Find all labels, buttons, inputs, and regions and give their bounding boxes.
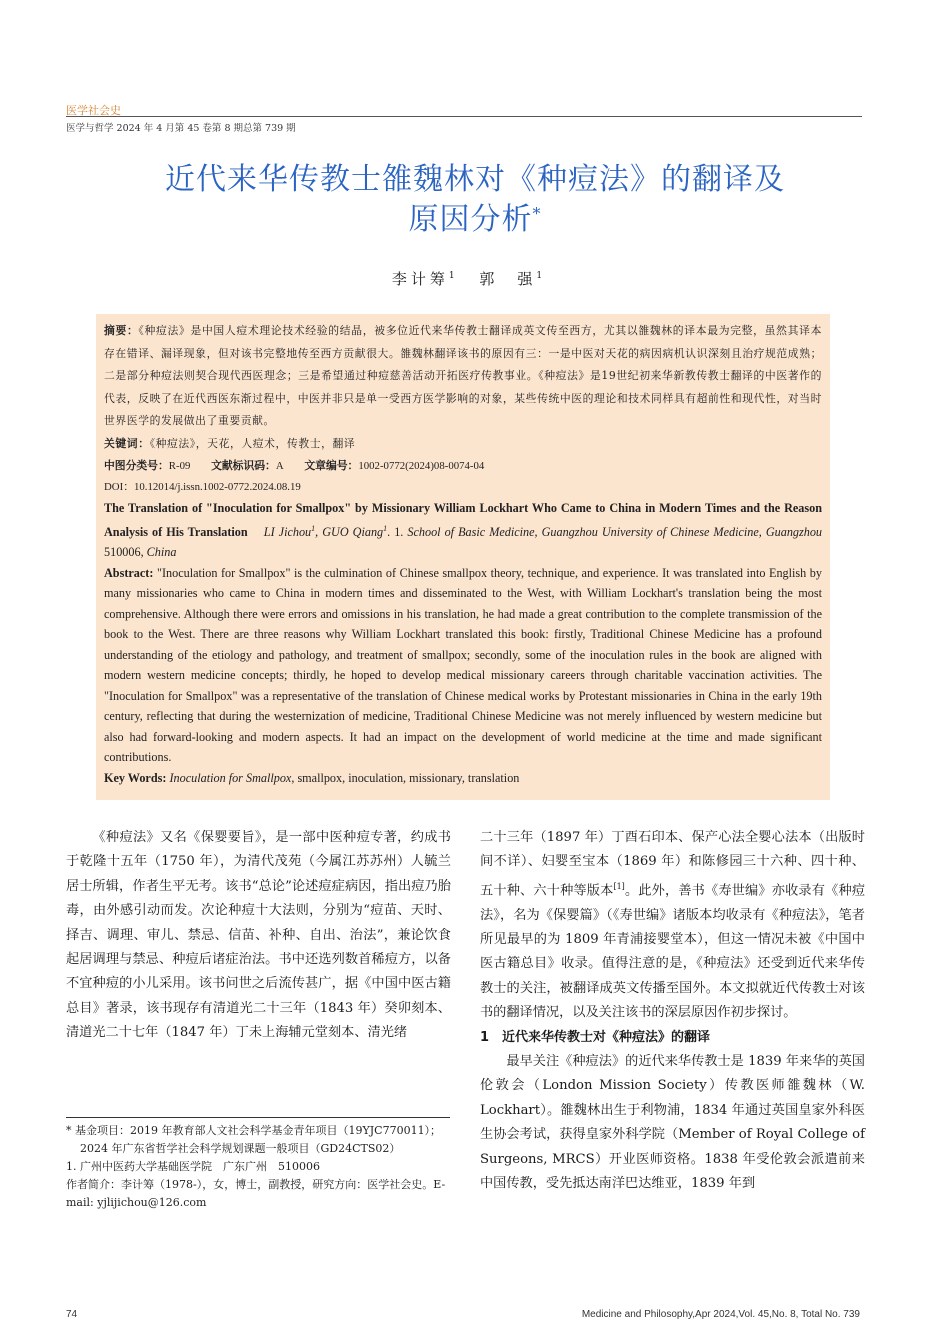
author-affiliation-mark: 1 bbox=[448, 271, 455, 281]
keywords-en-label: Key Words: bbox=[104, 770, 167, 785]
footnote-affiliation: 1. 广州中医药大学基础医学院 广东广州 510006 bbox=[66, 1160, 320, 1173]
body-paragraph bbox=[480, 826, 865, 1026]
footer-citation: Medicine and Philosophy,Apr 2024,Vol. 45,No. 8, Total No. 739 bbox=[581, 1309, 860, 1320]
footnotes bbox=[66, 1122, 450, 1212]
body-left-column bbox=[66, 826, 451, 1046]
body-paragraph: 最早关注《种痘法》的近代来华传教士是 1839 年来华的英国伦敦会（London Mission Society）传教医师雒魏林（W. Lockhart）。雒魏林出生于利物浦，1834 年通过英国皇家外科医生协会考试，获得皇家外科学院（Member of Royal College of Surgeons, MRCS）开业医师资格。1838 年受伦敦会派遣前来中国传教，受先抵达南洋巴达维亚，1839 年到 bbox=[480, 1054, 865, 1192]
doc-code-item bbox=[211, 460, 284, 472]
author-name: 郭 强 bbox=[479, 270, 537, 288]
title-line-2-text: 原因分析 bbox=[408, 202, 533, 237]
abstract-cn-text: 《种痘法》是中国人痘术理论技术经验的结晶，被多位近代来华传教士翻译成英文传至西方，尤其以雒魏林的译本最为完整，虽然其译本存在错译、漏译现象，但对该书完整地传至西方贡献很大。雒魏林翻译该书的原因有三：一是中医对天花的病因病机认识深刻且治疗规范成熟；二是部分种痘法则契合现代西医理念；三是希望通过种痘慈善活动开拓医疗传教事业。《种痘法》是19世纪初来华新教传教士翻译的中医著作的代表，反映了在近代西医东渐过程中，中医并非只是单一受西方医学影响的对象，某些传统中医的理论和技术同样具有超前性和现代性，对当时世界医学的发展做出了重要贡献。 bbox=[104, 324, 822, 427]
affiliation-prefix: . 1. bbox=[387, 524, 408, 539]
section-heading: 1 近代来华传教士对《种痘法》的翻译 bbox=[480, 1029, 711, 1045]
english-author-mark: 1 bbox=[383, 523, 388, 533]
article-title bbox=[66, 160, 884, 240]
header-rule bbox=[66, 116, 862, 117]
abstract-en bbox=[104, 563, 822, 768]
doc-code-label: 文献标识码： bbox=[211, 459, 276, 472]
english-country: China bbox=[146, 545, 177, 560]
title-footnote-mark: * bbox=[532, 204, 542, 223]
english-authors bbox=[264, 525, 387, 539]
abstract-box bbox=[96, 314, 830, 800]
title-line-2 bbox=[66, 200, 884, 240]
keywords-en-rest: , smallpox, inoculation, missionary, translation bbox=[291, 770, 520, 785]
body-right-column bbox=[480, 826, 865, 1196]
clc-value: R-09 bbox=[168, 460, 191, 472]
article-no-label: 文章编号： bbox=[304, 459, 359, 472]
author-list bbox=[66, 268, 884, 289]
english-author: LI Jichou bbox=[263, 524, 312, 539]
clc-label: 中图分类号： bbox=[104, 459, 169, 472]
english-author: , GUO Qiang bbox=[315, 524, 384, 539]
journal-section-tag: 医学社会史 bbox=[66, 104, 121, 117]
classification-line bbox=[104, 455, 822, 477]
article-no-value: 1002-0772(2024)08-0074-04 bbox=[358, 460, 485, 472]
author-name: 李计筹 bbox=[391, 270, 449, 288]
author-affiliation-mark: 1 bbox=[536, 271, 543, 281]
english-title: The Translation of "Inoculation for Smallpox" by Missionary William Lockhart Who Came to China in Modern Times and the Reason Analysis of His Translation bbox=[104, 501, 822, 539]
title-line-1: 近代来华传教士雒魏林对《种痘法》的翻译及 bbox=[165, 162, 785, 197]
footnote-rule bbox=[66, 1117, 450, 1118]
keywords-cn bbox=[104, 433, 822, 456]
english-title-block bbox=[104, 498, 822, 563]
keywords-cn-label: 关键词： bbox=[104, 436, 150, 450]
english-postcode: 510006, bbox=[104, 545, 147, 560]
body-paragraph: 《种痘法》又名《保婴要旨》，是一部中医种痘专著，约成书于乾隆十五年（1750 年），为清代茂苑（今属江苏苏州）人毓兰居士所辑，作者生平无考。该书“总论”论述痘症病因，指出痘乃胎毒，由外感引动而发。次论种痘十大法则，分别为“痘苗、天时、择吉、调理、审儿、禁忌、信苗、补种、自出、治法”，兼论饮食起居调理与禁忌、种痘后诸症治法。书中还选列数首稀痘方，以备不宜种痘的小儿采用。该书问世之后流传甚广，据《中国中医古籍总目》著录，该书现存有清道光二十三年（1843 年）癸卯刻本、清道光二十七年（1847 年）丁未上海辅元堂刻本、清光绪 bbox=[66, 830, 451, 1041]
article-no-item bbox=[304, 460, 484, 472]
doi[interactable]: DOI：10.12014/j.issn.1002-0772.2024.08.19 bbox=[104, 481, 301, 493]
doc-code-value: A bbox=[275, 460, 284, 472]
footnote-author-bio: 作者简介：李计筹（1978-），女，博士，副教授，研究方向：医学社会史。E-mail: yjlijichou@126.com bbox=[66, 1178, 446, 1209]
paragraph-text: 二十三年（1897 年）丁酉石印本、保产心法全婴心法本（出版时间不详）、妇婴至宝本（1869 年）和陈修园三十六种、四十种、五十种、六十种等版本 bbox=[480, 830, 865, 899]
abstract-en-label: Abstract: bbox=[104, 565, 154, 580]
abstract-cn-label: 摘要： bbox=[104, 324, 139, 337]
keywords-en-italic: Inoculation for Smallpox bbox=[166, 770, 292, 785]
page-number: 74 bbox=[66, 1309, 78, 1320]
reference-mark[interactable]: [1] bbox=[613, 881, 625, 891]
abstract-en-text: "Inoculation for Smallpox" is the culmination of Chinese smallpox theory, technique, and experience. It was translated into English by many missionaries who came to China in modern times and disseminated to the West, with William Lockhart's translation being the most comprehensive. Although there were errors and omissions in his translation, he had made a great contribution to the complete transmission of the book to the West. There are three reasons why William Lockhart translated this book: firstly, Traditional Chinese Medicine has a profound understanding of the etiology and pathology, and treatment of smallpox; secondly, some of the inoculation rules in the book are aligned with modern western medicine concepts; thirdly, he hoped to develop medical missionary careers through charitable vaccination activities. The "Inoculation for Smallpox" was a representative of the translation of Chinese medical works by Protestant missionaries in China in the early 19th century, reflecting that during the westernization of medicine, Traditional Chinese Medicine was not merely influenced by western medicine but also had forward-looking and modern aspects. It had an impact on the development of world medicine at the time and made significant contributions. bbox=[104, 565, 822, 765]
clc-item bbox=[104, 460, 190, 472]
english-author-mark: 1 bbox=[311, 523, 316, 533]
footnote-fund: * 基金项目：2019 年教育部人文社会科学基金青年项目（19YJC770011）；2024 年广东省哲学社会科学规划课题一般项目（GD24CTS02） bbox=[66, 1124, 442, 1155]
journal-info: 医学与哲学 2024 年 4 月第 45 卷第 8 期总第 739 期 bbox=[66, 123, 296, 134]
paragraph-text: 。此外，善书《寿世编》亦收录有《种痘法》，名为《保婴篇》（《寿世编》诸版本均收录有《种痘法》，笔者所见最早的为 1809 年青浦接婴堂本），但这一情况未被《中国中医古籍总目》收录。值得注意的是，《种痘法》还受到近代来华传教士的关注，被翻译成英文传播至国外。本文拟就近代传教士对该书的翻译情况，以及关注该书的深层原因作初步探讨。 bbox=[480, 883, 866, 1021]
keywords-en bbox=[104, 768, 822, 789]
keywords-cn-text: 《种痘法》，天花，人痘术，传教士，翻译 bbox=[149, 436, 356, 450]
english-affiliation: School of Basic Medicine, Guangzhou University of Chinese Medicine, Guangzhou bbox=[407, 524, 823, 539]
abstract-cn bbox=[104, 320, 822, 433]
